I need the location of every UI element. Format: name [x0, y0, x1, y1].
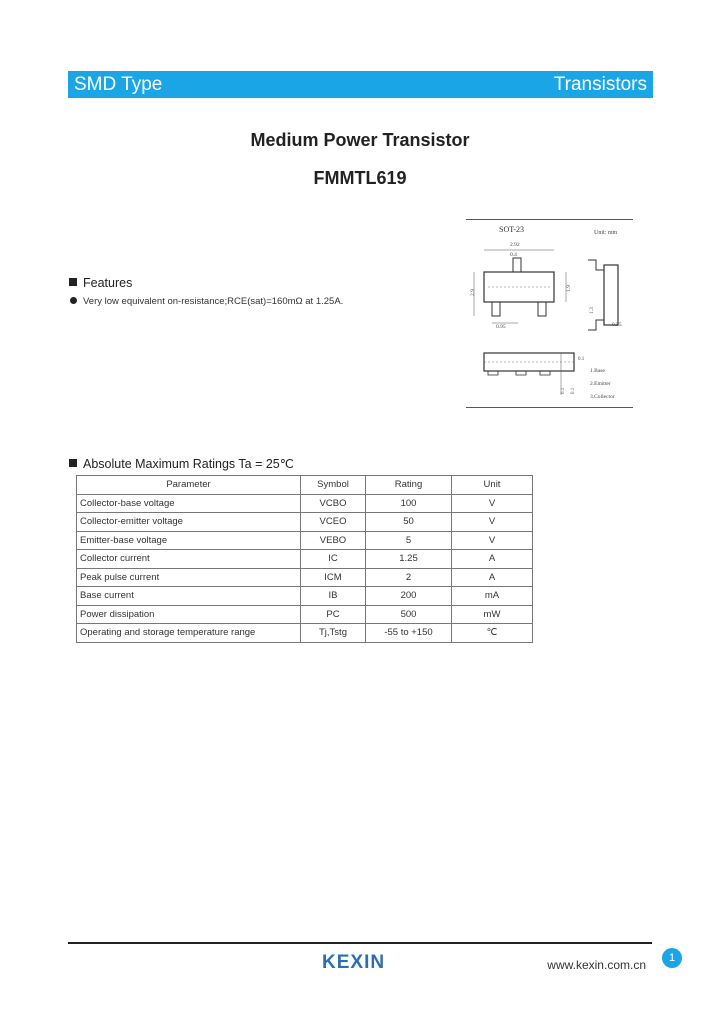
parameter-cell: Collector current: [77, 550, 301, 569]
dim-side-height: 1.3: [589, 307, 595, 314]
features-heading: Features: [69, 276, 132, 290]
table-row: [77, 494, 533, 513]
part-number: FMMTL619: [313, 168, 407, 188]
rating-cell: 1.25: [366, 550, 452, 569]
column-header: Symbol: [301, 476, 366, 495]
page-title: Medium Power Transistor: [250, 130, 470, 150]
rating-cell: 200: [366, 587, 452, 606]
pin-2: [538, 302, 546, 316]
dim-thickness: 0.1: [561, 387, 566, 394]
parameter-cell: Collector-base voltage: [77, 494, 301, 513]
unit-cell: V: [452, 513, 533, 532]
pin-3: [513, 258, 521, 272]
header-banner: [68, 71, 653, 98]
package-name: SOT-23: [499, 225, 525, 234]
unit-cell: A: [452, 550, 533, 569]
rating-cell: 50: [366, 513, 452, 532]
rating-cell: -55 to +150: [366, 624, 452, 643]
table-header-row: [77, 476, 533, 495]
dim-width: 2.92: [510, 242, 520, 248]
parameter-cell: Emitter-base voltage: [77, 531, 301, 550]
table-row: [77, 605, 533, 624]
unit-cell: ℃: [452, 624, 533, 643]
pin-1: [492, 302, 500, 316]
table-row: [77, 550, 533, 569]
dim-pin-width: 0.4: [510, 252, 517, 258]
round-bullet-icon: [70, 297, 77, 304]
unit-label: Unit: mm: [594, 230, 618, 236]
side-view-body: [604, 265, 618, 325]
dim-lead-pitch: 0.95: [496, 324, 506, 330]
sot23-outline-diagram: [466, 220, 633, 407]
unit-cell: V: [452, 531, 533, 550]
table-row: [77, 513, 533, 532]
table-row: [77, 568, 533, 587]
column-header: Rating: [366, 476, 452, 495]
footer-url[interactable]: www.kexin.com.cn: [547, 958, 646, 972]
header-right: Transistors: [553, 74, 647, 95]
symbol-cell: PC: [301, 605, 366, 624]
pin-label-3: 3.Collector: [590, 394, 615, 400]
feature-item: Very low equivalent on-resistance;RCE(sat)=160mΩ at 1.25A.: [70, 296, 343, 307]
header-left: SMD Type: [74, 74, 163, 95]
symbol-cell: Tj,Tstg: [301, 624, 366, 643]
ratings-heading: Absolute Maximum Ratings Ta = 25℃: [69, 456, 294, 471]
ratings-table: [76, 475, 533, 643]
symbol-cell: ICM: [301, 568, 366, 587]
column-header: Unit: [452, 476, 533, 495]
unit-cell: mW: [452, 605, 533, 624]
symbol-cell: IC: [301, 550, 366, 569]
dim-lead: 0.55: [612, 322, 622, 328]
parameter-cell: Power dissipation: [77, 605, 301, 624]
page-number-badge: 1: [662, 948, 682, 968]
rating-cell: 500: [366, 605, 452, 624]
table-row: [77, 531, 533, 550]
column-header: Parameter: [77, 476, 301, 495]
square-bullet-icon: [69, 278, 77, 286]
pin-label-1: 1.Base: [590, 368, 605, 374]
top-view-body: [484, 272, 554, 302]
dim-standoff: 0.1: [571, 387, 576, 394]
pin-label-2: 2.Emitter: [590, 381, 611, 387]
parameter-cell: Base current: [77, 587, 301, 606]
unit-cell: mA: [452, 587, 533, 606]
unit-cell: A: [452, 568, 533, 587]
footer-divider: [68, 942, 652, 944]
square-bullet-icon: [69, 459, 77, 467]
parameter-cell: Collector-emitter voltage: [77, 513, 301, 532]
symbol-cell: IB: [301, 587, 366, 606]
table-row: [77, 624, 533, 643]
dim-lead-thickness: 0.1: [578, 357, 585, 362]
table-row: [77, 587, 533, 606]
rating-cell: 5: [366, 531, 452, 550]
symbol-cell: VCBO: [301, 494, 366, 513]
kexin-logo: KEXIN: [322, 952, 386, 973]
parameter-cell: Operating and storage temperature range: [77, 624, 301, 643]
dim-height: 2.9: [470, 289, 476, 296]
symbol-cell: VCEO: [301, 513, 366, 532]
rating-cell: 2: [366, 568, 452, 587]
symbol-cell: VEBO: [301, 531, 366, 550]
rating-cell: 100: [366, 494, 452, 513]
package-drawing: [466, 219, 633, 408]
dim-pitch: 1.9: [566, 285, 572, 292]
unit-cell: V: [452, 494, 533, 513]
parameter-cell: Peak pulse current: [77, 568, 301, 587]
